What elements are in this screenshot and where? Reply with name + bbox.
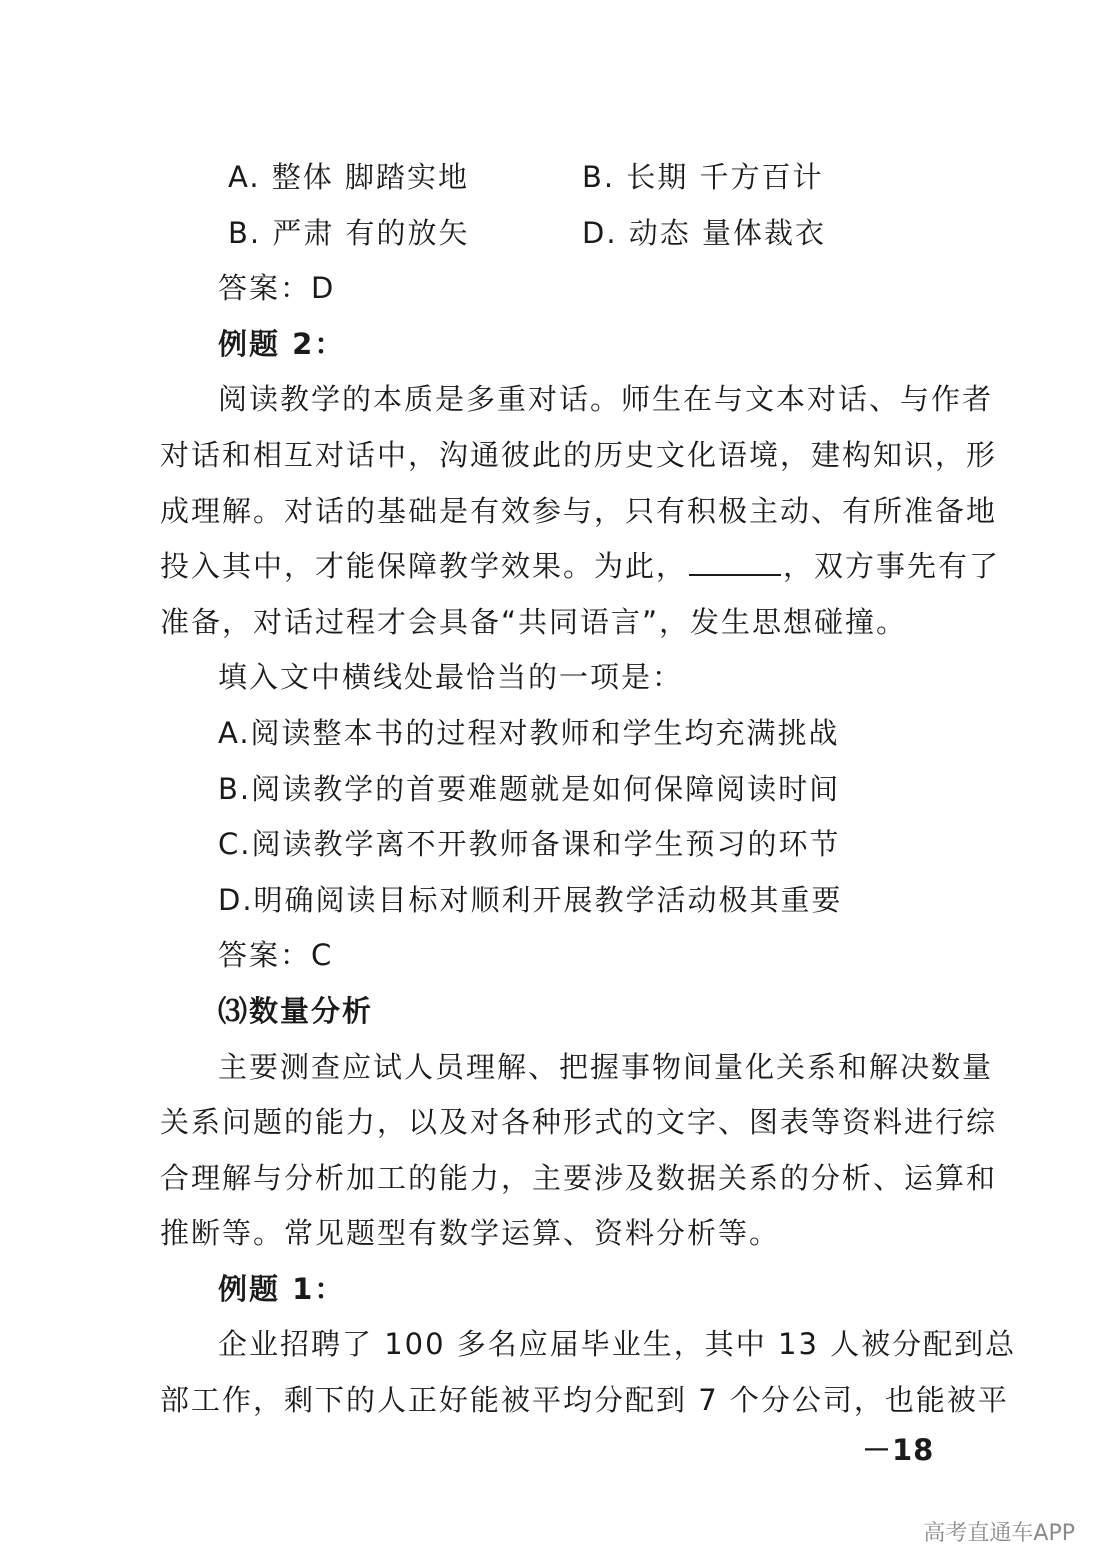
example-2-para-line: 对话和相互对话中，沟通彼此的历史文化语境，建构知识，形 xyxy=(160,437,998,472)
example-1-para-line: 企业招聘了 100 多名应届毕业生，其中 13 人被分配到总 xyxy=(218,1327,1017,1362)
q1-option-b: B. 长期 千方百计 xyxy=(582,160,824,194)
section-3-heading: ⑶数量分析 xyxy=(218,993,374,1028)
example-2-para-line: 成理解。对话的基础是有效参与，只有积极主动、有所准备地 xyxy=(160,493,998,528)
example-1-para-line: 部工作，剩下的人正好能被平均分配到 7 个分公司，也能被平 xyxy=(160,1383,1009,1418)
section-3-para-line: 关系问题的能力，以及对各种形式的文字、图表等资料进行综 xyxy=(160,1105,998,1140)
example-2-option-d: D.明确阅读目标对顺利开展教学活动极其重要 xyxy=(218,882,843,917)
watermark: 高考直通车APP xyxy=(923,1521,1075,1546)
example-2-para-line-with-blank xyxy=(160,539,1001,595)
example-1-title: 例题 1： xyxy=(218,1271,346,1306)
q1-option-a: A. 整体 脚踏实地 xyxy=(228,160,469,194)
q1-option-d: D. 动态 量体裁衣 xyxy=(582,215,826,250)
document-page xyxy=(160,150,1017,1429)
example-2-prompt: 填入文中横线处最恰当的一项是： xyxy=(218,660,684,695)
example-2-option-a: A.阅读整本书的过程对教师和学生均充满挑战 xyxy=(218,715,840,750)
q1-answer: 答案：D xyxy=(218,271,336,306)
page-number: －18 xyxy=(862,1433,935,1467)
q1-options-row-1 xyxy=(160,150,972,206)
q1-option-c: B. 严肃 有的放矢 xyxy=(228,215,470,250)
section-3-para-line: 合理解与分析加工的能力，主要涉及数据关系的分析、运算和 xyxy=(160,1160,998,1195)
example-2-para-line: 阅读教学的本质是多重对话。师生在与文本对话、与作者 xyxy=(218,382,994,417)
example-2-para-text: 投入其中，才能保障教学效果。为此， xyxy=(160,549,688,584)
section-3-para-line: 推断等。常见题型有数学运算、资料分析等。 xyxy=(160,1216,781,1251)
q1-options-row-2 xyxy=(160,206,972,262)
example-2-para-text: ，双方事先有了 xyxy=(783,549,1001,584)
section-3-para-line: 主要测查应试人员理解、把握事物间量化关系和解决数量 xyxy=(218,1049,994,1084)
example-2-option-c: C.阅读教学离不开教师备课和学生预习的环节 xyxy=(218,827,841,862)
example-2-title: 例题 2： xyxy=(218,326,346,361)
example-2-para-line: 准备，对话过程才会具备“共同语言”，发生思想碰撞。 xyxy=(160,604,908,639)
example-2-answer: 答案：C xyxy=(218,938,334,973)
example-2-option-b: B.阅读教学的首要难题就是如何保障阅读时间 xyxy=(218,771,841,806)
fill-in-blank xyxy=(689,552,781,576)
